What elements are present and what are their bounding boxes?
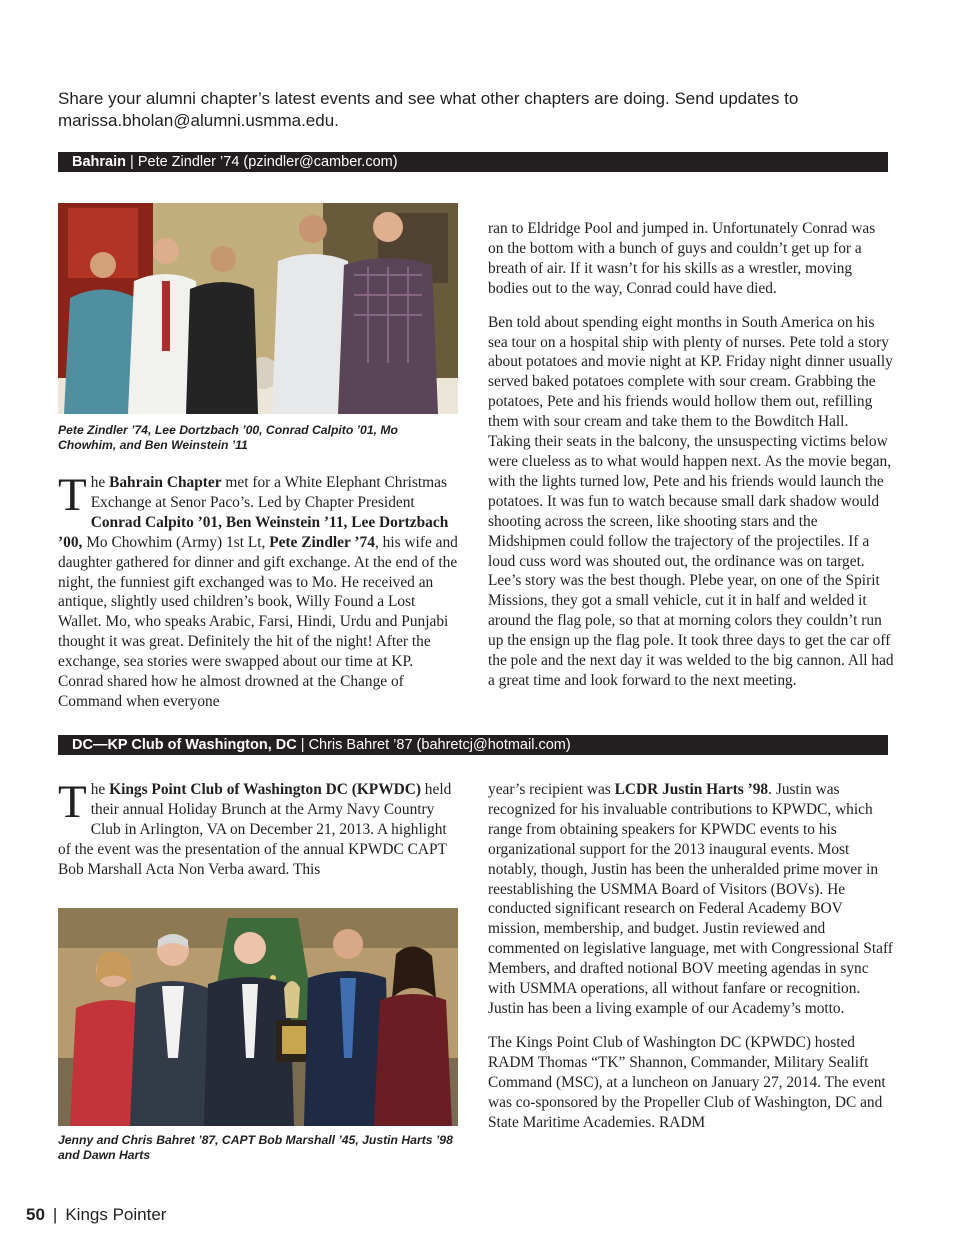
bahrain-header-name: Bahrain [72,154,126,170]
bahrain-p1-bold-chapter: Bahrain Chapter [109,474,222,491]
dc-header-separator: | [296,737,309,753]
page-footer [26,1204,166,1226]
dc-header-name: DC—KP Club of Washington, DC [72,737,297,753]
dc-p1-bold-club: Kings Point Club of Washington DC (KPWDC) [109,781,421,798]
dc-section-header [58,735,888,755]
dc-p2-text-a: year’s recipient was [488,781,615,798]
dc-photo-caption: Jenny and Chris Bahret ’87, CAPT Bob Marshall ’45, Justin Harts ’98 and Dawn Harts [58,1133,453,1162]
bahrain-column-left [58,469,460,712]
dc-photo-illustration [58,908,458,1126]
dc-award-photo [58,908,458,1126]
dc-column-right [488,780,894,1132]
bahrain-drop-cap: T [58,469,87,521]
bahrain-paragraph-2: ran to Eldridge Pool and jumped in. Unfortunately Conrad was on the bottom with a bunch of guys and couldn’t get up for a breath of air. If it wasn’t for his skills as a wrestler, moving bodies out to the way, Conrad could have died. [488,220,876,297]
publication-name: Kings Pointer [65,1205,167,1224]
bahrain-paragraph-3: Ben told about spending eight months in South America on his sea tour on a hospital ship with plenty of nurses. Pete told a story about potatoes and movie night at KP. Friday night dinner usually served baked potatoes complete with sour cream. Grabbing the potatoes, Pete and his friends would hollow them out, refilling them with sour cream and take them to the Bowditch Hall. Taking their seats in the balcony, the unsuspecting victims below were clueless as to what would happen next. As the movie began, with the lights turned low, Pete and his friends would launch the potatoes. It was fun to watch because small dark shadow would shooting across the screen, like shooting stars and the Midshipmen could follow the trajectory of the projectiles. If a loud cuss word was shouted out, the ordinance was on target. Lee’s story was the best though. Plebe year, on one of the Spirit Missions, they got a small vehicle, cut it in half and welded it around the flag pole, so that at morning colors they couldn’t run up the ensign up the flag pole. It took three days to get the car off the pole and the next day it was welded to the big cannon. All had a great time and look forward to the next meeting. [488,313,894,689]
bahrain-header-separator: | [126,154,138,170]
bahrain-photo-illustration [58,203,458,414]
bahrain-group-photo [58,203,458,414]
dc-p1-text-a: he [90,781,110,798]
bahrain-column-right [488,219,894,691]
bahrain-p1-text-a: he [90,474,110,491]
dc-p2-bold-justin: LCDR Justin Harts ’98 [614,781,769,798]
bahrain-p1-text-c: met for a White Elephant Christmas Exchange at Senor Paco’s. Led by Chapter President [90,474,447,511]
bahrain-photo-caption: Pete Zindler ’74, Lee Dortzbach ’00, Conrad Calpito ’01, Mo Chowhim, and Ben Weinstein ’11 [58,423,398,452]
bahrain-p1-text-e: , his wife and daughter gathered for dinner and gift exchange. At the end of the night, the funniest gift exchanged was to Mo. He received an antique, slightly used children’s book, Willy Found a Lost Wallet. Mo, who speaks Arabic, Farsi, Hindi, Urdu and Punjabi thought it was great. Definitely the hit of the night! After the exchange, sea stories were swapped about our time at KP. Conrad shared how he almost drowned at the Change of Command when everyone [58,533,458,710]
dc-paragraph-2 [488,780,894,1019]
dc-p2-text-c: . Justin was recognized for his invaluable contributions to KPWDC, which range from obtaining speakers for KPWDC events to his organizational support for the 2013 inaugural events. Most notably, though, Justin has been the unheralded prime mover in reestablishing the USMMA Board of Visitors (BOVs). He conducted significant research on Federal Academy BOV mission, membership, and budget. Justin reviewed and commented on legislative language, met with Congressional Staff Members, and drafted notional BOV meeting agendas in sync with USMMA operations, all without fanfare or recognition. Justin has been a living example of our Academy’s motto. [488,781,893,1017]
bahrain-p1-bold-names: Conrad Calpito ’01, Ben Weinstein ’11, Lee Dortzbach ’00, [58,513,449,551]
intro-text: Share your alumni chapter’s latest events and see what other chapters are doing. Send updates to marissa.bholan@alumni.usmma.edu. [58,89,799,130]
dc-paragraph-3: The Kings Point Club of Washington DC (KPWDC) hosted RADM Thomas “TK” Shannon, Commander, Military Sealift Command (MSC), at a luncheon on January 27, 2014. The event was co-sponsored by the Propeller Club of Washington, DC and State Maritime Academies. RADM [488,1033,886,1131]
bahrain-section-header [58,152,888,172]
page-number: 50 [26,1205,45,1224]
bahrain-paragraph-1 [58,469,460,712]
dc-column-left [58,776,460,880]
dc-drop-cap: T [58,776,87,828]
bahrain-header-contact: Pete Zindler ’74 (pzindler@camber.com) [137,154,398,170]
footer-separator: | [52,1205,58,1224]
dc-paragraph-1 [58,776,460,880]
dc-header-contact: Chris Bahret ’87 (bahretcj@hotmail.com) [308,737,571,753]
bahrain-p1-bold-pete: Pete Zindler ’74 [269,533,375,551]
dc-p1-text-c: held their annual Holiday Brunch at the Army Navy Country Club in Arlington, VA on December 21, 2013. A highlight of the event was the presentation of the annual KPWDC CAPT Bob Marshall Acta Non Verba award. This [58,781,452,878]
bahrain-p1-text-d: Mo Chowhim (Army) 1st Lt, [82,533,270,551]
